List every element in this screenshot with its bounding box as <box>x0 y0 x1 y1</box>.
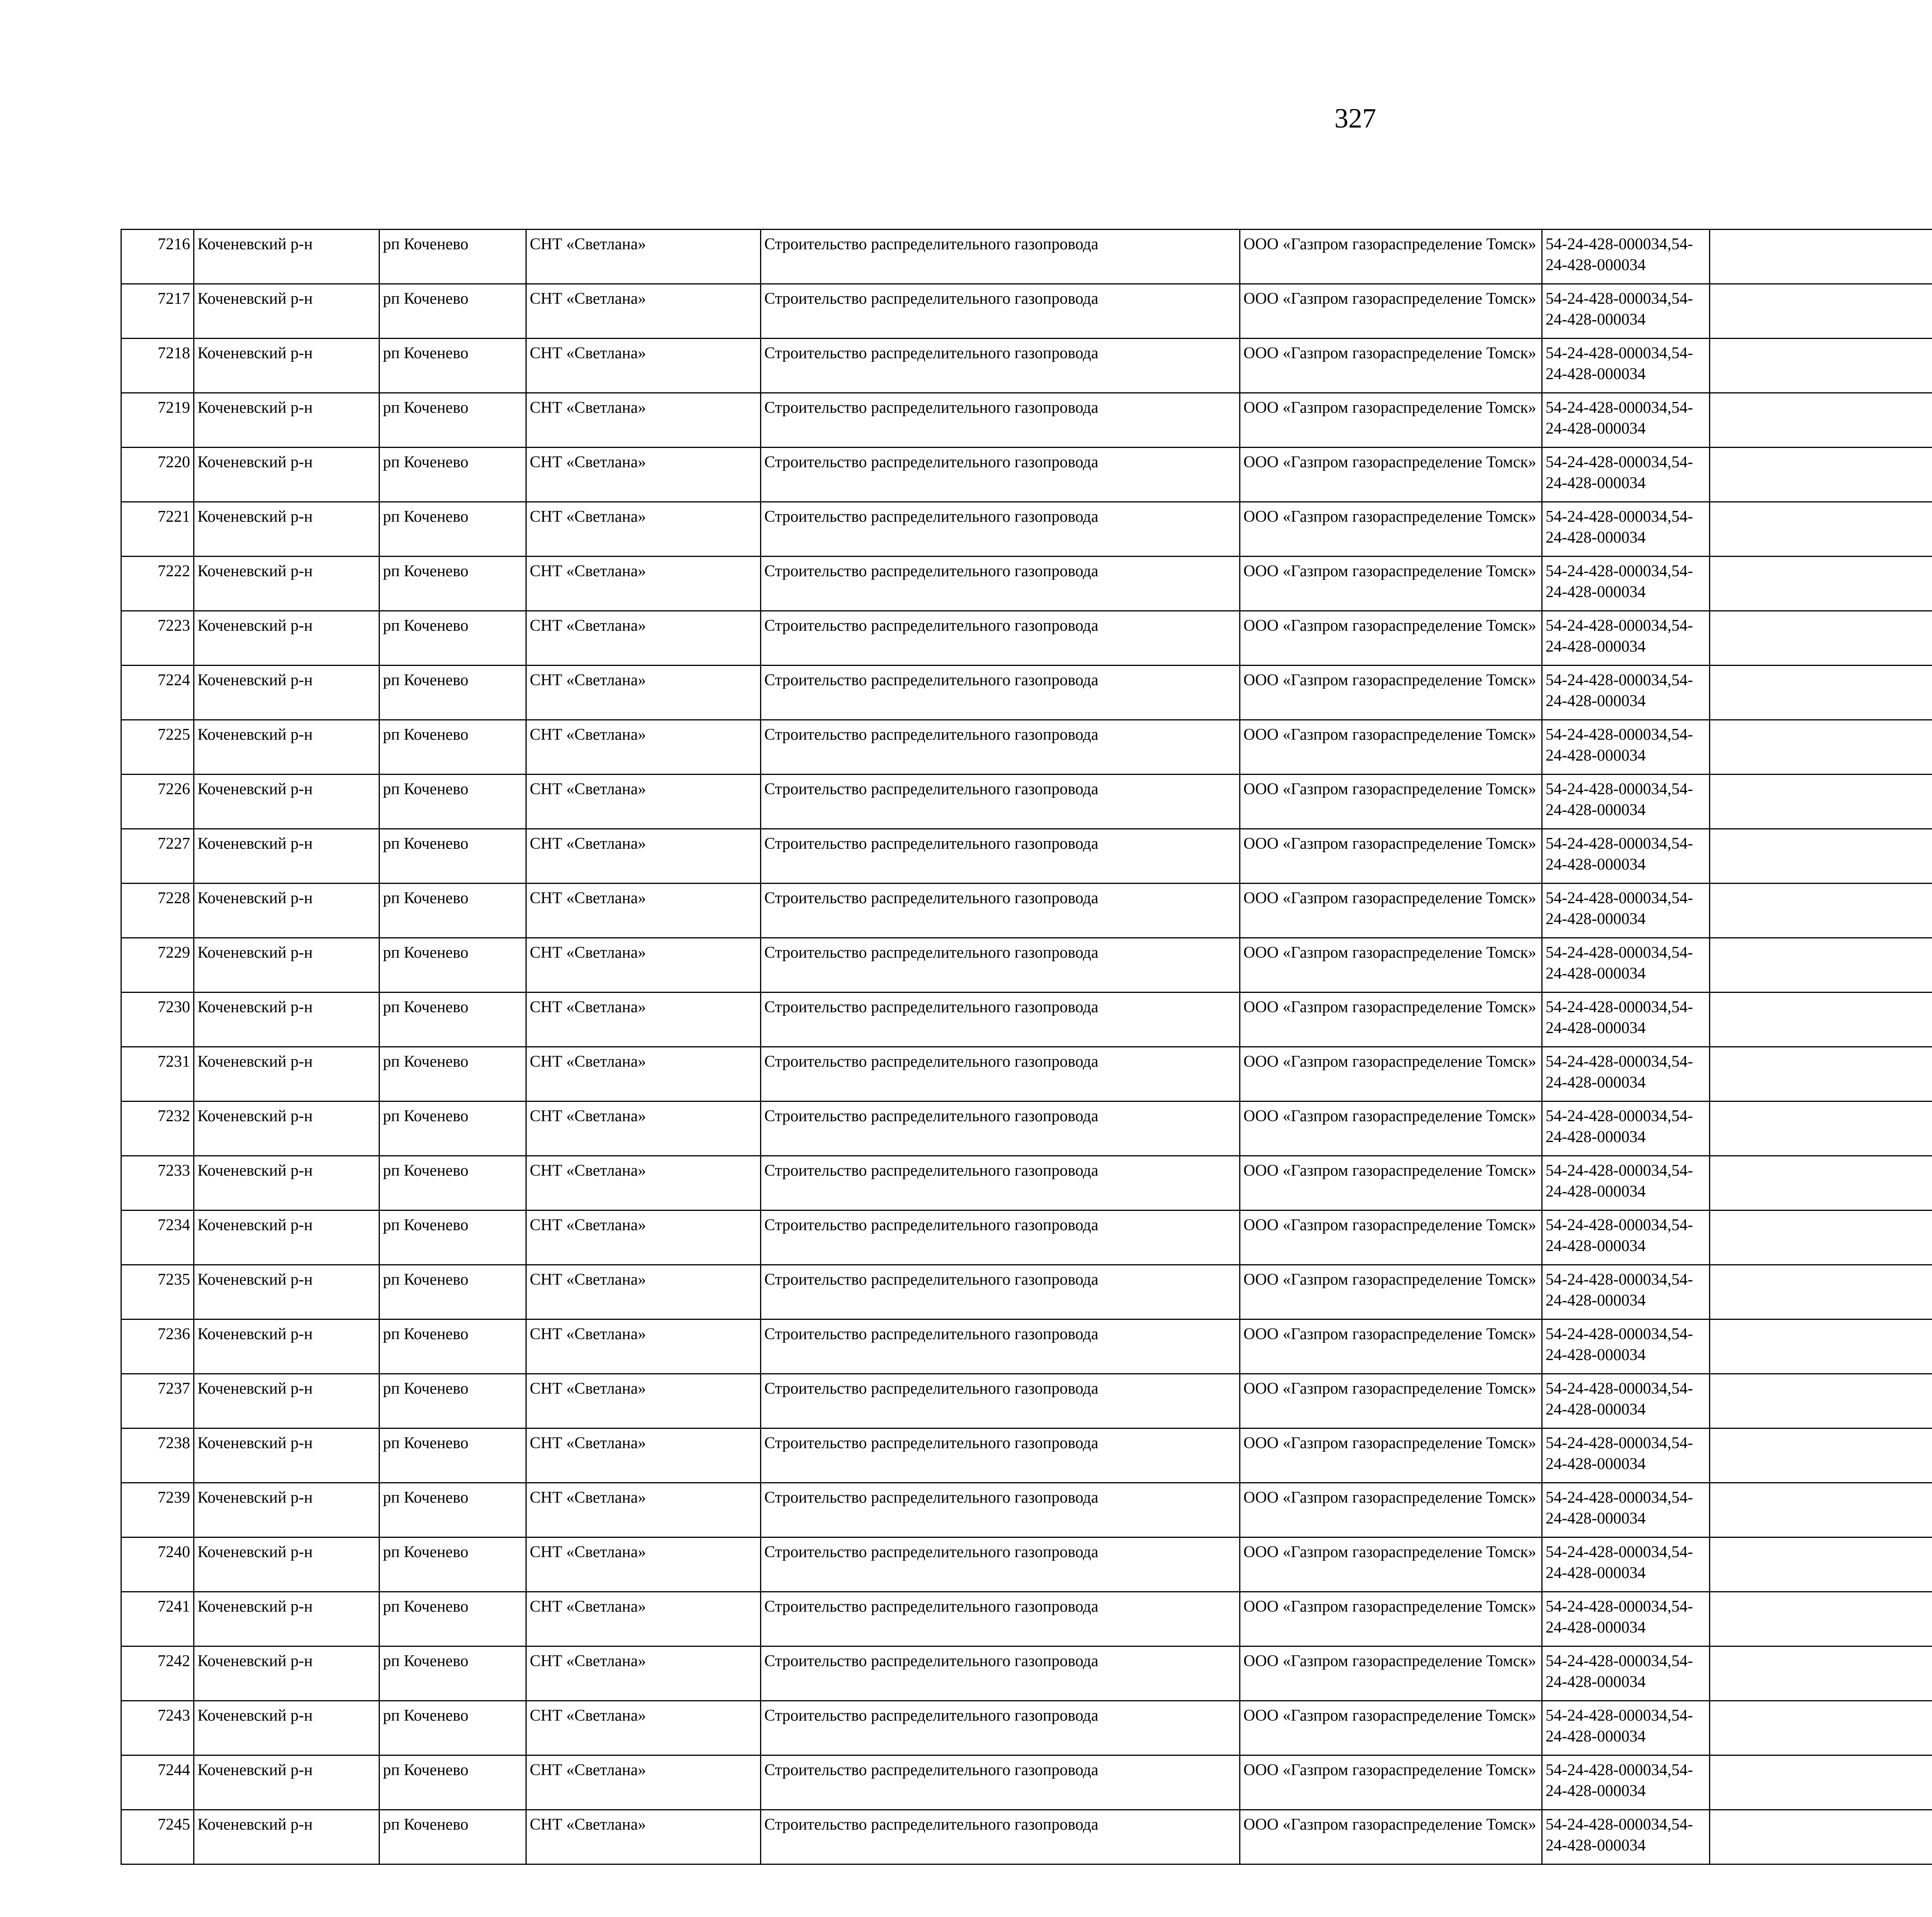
organization-cell: ООО «Газпром газораспределение Томск» <box>1240 993 1542 1047</box>
cadastral-number-cell: 54-24-428-000034,54-24-428-000034 <box>1542 1428 1710 1483</box>
district-cell: Коченевский р-н <box>194 502 379 557</box>
row-number: 7219 <box>121 393 194 448</box>
row-number: 7218 <box>121 339 194 393</box>
empty-cell <box>1710 1483 1932 1537</box>
settlement-cell: рп Коченево <box>379 1428 526 1483</box>
table-row <box>121 230 1932 284</box>
registry-table <box>121 229 1932 1865</box>
row-number: 7239 <box>121 1483 194 1537</box>
district-cell: Коченевский р-н <box>194 720 379 775</box>
work-type-cell: Строительство распределительного газопровода <box>761 230 1240 284</box>
cadastral-number-cell: 54-24-428-000034,54-24-428-000034 <box>1542 1319 1710 1374</box>
empty-cell <box>1710 938 1932 993</box>
cadastral-number-cell: 54-24-428-000034,54-24-428-000034 <box>1542 884 1710 938</box>
district-cell: Коченевский р-н <box>194 393 379 448</box>
cadastral-number-cell: 54-24-428-000034,54-24-428-000034 <box>1542 339 1710 393</box>
organization-cell: ООО «Газпром газораспределение Томск» <box>1240 502 1542 557</box>
organization-cell: ООО «Газпром газораспределение Томск» <box>1240 1483 1542 1537</box>
snt-cell: СНТ «Светлана» <box>526 230 761 284</box>
organization-cell: ООО «Газпром газораспределение Томск» <box>1240 1047 1542 1102</box>
settlement-cell: рп Коченево <box>379 993 526 1047</box>
snt-cell: СНТ «Светлана» <box>526 611 761 666</box>
cadastral-number-cell: 54-24-428-000034,54-24-428-000034 <box>1542 1483 1710 1537</box>
work-type-cell: Строительство распределительного газопровода <box>761 1265 1240 1319</box>
organization-cell: ООО «Газпром газораспределение Томск» <box>1240 1156 1542 1210</box>
empty-cell <box>1710 666 1932 720</box>
settlement-cell: рп Коченево <box>379 1701 526 1755</box>
empty-cell <box>1710 557 1932 611</box>
empty-cell <box>1710 829 1932 884</box>
snt-cell: СНТ «Светлана» <box>526 284 761 339</box>
settlement-cell: рп Коченево <box>379 1156 526 1210</box>
settlement-cell: рп Коченево <box>379 884 526 938</box>
cadastral-number-cell: 54-24-428-000034,54-24-428-000034 <box>1542 557 1710 611</box>
row-number: 7234 <box>121 1210 194 1265</box>
settlement-cell: рп Коченево <box>379 1047 526 1102</box>
snt-cell: СНТ «Светлана» <box>526 1374 761 1428</box>
empty-cell <box>1710 1265 1932 1319</box>
table-row <box>121 1319 1932 1374</box>
district-cell: Коченевский р-н <box>194 1156 379 1210</box>
organization-cell: ООО «Газпром газораспределение Томск» <box>1240 720 1542 775</box>
work-type-cell: Строительство распределительного газопровода <box>761 611 1240 666</box>
row-number: 7231 <box>121 1047 194 1102</box>
cadastral-number-cell: 54-24-428-000034,54-24-428-000034 <box>1542 284 1710 339</box>
work-type-cell: Строительство распределительного газопровода <box>761 884 1240 938</box>
work-type-cell: Строительство распределительного газопровода <box>761 1210 1240 1265</box>
organization-cell: ООО «Газпром газораспределение Томск» <box>1240 1537 1542 1592</box>
cadastral-number-cell: 54-24-428-000034,54-24-428-000034 <box>1542 1537 1710 1592</box>
empty-cell <box>1710 1319 1932 1374</box>
empty-cell <box>1710 1701 1932 1755</box>
cadastral-number-cell: 54-24-428-000034,54-24-428-000034 <box>1542 1156 1710 1210</box>
row-number: 7236 <box>121 1319 194 1374</box>
table-row <box>121 1592 1932 1646</box>
table-row <box>121 884 1932 938</box>
table-row <box>121 666 1932 720</box>
district-cell: Коченевский р-н <box>194 993 379 1047</box>
organization-cell: ООО «Газпром газораспределение Томск» <box>1240 284 1542 339</box>
district-cell: Коченевский р-н <box>194 1047 379 1102</box>
organization-cell: ООО «Газпром газораспределение Томск» <box>1240 1374 1542 1428</box>
cadastral-number-cell: 54-24-428-000034,54-24-428-000034 <box>1542 1102 1710 1156</box>
work-type-cell: Строительство распределительного газопровода <box>761 1047 1240 1102</box>
empty-cell <box>1710 1592 1932 1646</box>
empty-cell <box>1710 393 1932 448</box>
table-row <box>121 448 1932 502</box>
row-number: 7229 <box>121 938 194 993</box>
table-row <box>121 339 1932 393</box>
table-row <box>121 938 1932 993</box>
work-type-cell: Строительство распределительного газопровода <box>761 993 1240 1047</box>
snt-cell: СНТ «Светлана» <box>526 1755 761 1810</box>
empty-cell <box>1710 230 1932 284</box>
table-row <box>121 1428 1932 1483</box>
empty-cell <box>1710 1210 1932 1265</box>
work-type-cell: Строительство распределительного газопровода <box>761 339 1240 393</box>
cadastral-number-cell: 54-24-428-000034,54-24-428-000034 <box>1542 775 1710 829</box>
row-number: 7245 <box>121 1810 194 1864</box>
snt-cell: СНТ «Светлана» <box>526 502 761 557</box>
snt-cell: СНТ «Светлана» <box>526 1319 761 1374</box>
table-row <box>121 1483 1932 1537</box>
snt-cell: СНТ «Светлана» <box>526 1701 761 1755</box>
row-number: 7220 <box>121 448 194 502</box>
settlement-cell: рп Коченево <box>379 1646 526 1701</box>
empty-cell <box>1710 1810 1932 1864</box>
cadastral-number-cell: 54-24-428-000034,54-24-428-000034 <box>1542 666 1710 720</box>
settlement-cell: рп Коченево <box>379 1483 526 1537</box>
work-type-cell: Строительство распределительного газопровода <box>761 557 1240 611</box>
row-number: 7244 <box>121 1755 194 1810</box>
snt-cell: СНТ «Светлана» <box>526 938 761 993</box>
organization-cell: ООО «Газпром газораспределение Томск» <box>1240 1102 1542 1156</box>
work-type-cell: Строительство распределительного газопровода <box>761 1102 1240 1156</box>
settlement-cell: рп Коченево <box>379 775 526 829</box>
settlement-cell: рп Коченево <box>379 393 526 448</box>
district-cell: Коченевский р-н <box>194 1374 379 1428</box>
table-row <box>121 1646 1932 1701</box>
empty-cell <box>1710 448 1932 502</box>
empty-cell <box>1710 1102 1932 1156</box>
settlement-cell: рп Коченево <box>379 1319 526 1374</box>
empty-cell <box>1710 611 1932 666</box>
cadastral-number-cell: 54-24-428-000034,54-24-428-000034 <box>1542 1374 1710 1428</box>
table-row <box>121 393 1932 448</box>
table-row <box>121 1265 1932 1319</box>
district-cell: Коченевский р-н <box>194 448 379 502</box>
empty-cell <box>1710 1646 1932 1701</box>
table-row <box>121 611 1932 666</box>
work-type-cell: Строительство распределительного газопровода <box>761 1592 1240 1646</box>
empty-cell <box>1710 1755 1932 1810</box>
row-number: 7224 <box>121 666 194 720</box>
row-number: 7223 <box>121 611 194 666</box>
district-cell: Коченевский р-н <box>194 284 379 339</box>
table-row <box>121 1701 1932 1755</box>
row-number: 7221 <box>121 502 194 557</box>
snt-cell: СНТ «Светлана» <box>526 1428 761 1483</box>
district-cell: Коченевский р-н <box>194 1319 379 1374</box>
work-type-cell: Строительство распределительного газопровода <box>761 1374 1240 1428</box>
row-number: 7228 <box>121 884 194 938</box>
district-cell: Коченевский р-н <box>194 775 379 829</box>
district-cell: Коченевский р-н <box>194 884 379 938</box>
row-number: 7232 <box>121 1102 194 1156</box>
cadastral-number-cell: 54-24-428-000034,54-24-428-000034 <box>1542 1210 1710 1265</box>
settlement-cell: рп Коченево <box>379 230 526 284</box>
organization-cell: ООО «Газпром газораспределение Томск» <box>1240 1592 1542 1646</box>
row-number: 7238 <box>121 1428 194 1483</box>
work-type-cell: Строительство распределительного газопровода <box>761 720 1240 775</box>
organization-cell: ООО «Газпром газораспределение Томск» <box>1240 1265 1542 1319</box>
organization-cell: ООО «Газпром газораспределение Томск» <box>1240 1319 1542 1374</box>
organization-cell: ООО «Газпром газораспределение Томск» <box>1240 1428 1542 1483</box>
organization-cell: ООО «Газпром газораспределение Томск» <box>1240 1646 1542 1701</box>
cadastral-number-cell: 54-24-428-000034,54-24-428-000034 <box>1542 1592 1710 1646</box>
district-cell: Коченевский р-н <box>194 1646 379 1701</box>
organization-cell: ООО «Газпром газораспределение Томск» <box>1240 1755 1542 1810</box>
work-type-cell: Строительство распределительного газопровода <box>761 448 1240 502</box>
settlement-cell: рп Коченево <box>379 1102 526 1156</box>
page-number: 327 <box>1334 103 1376 134</box>
district-cell: Коченевский р-н <box>194 666 379 720</box>
empty-cell <box>1710 339 1932 393</box>
district-cell: Коченевский р-н <box>194 1265 379 1319</box>
district-cell: Коченевский р-н <box>194 611 379 666</box>
organization-cell: ООО «Газпром газораспределение Томск» <box>1240 339 1542 393</box>
row-number: 7240 <box>121 1537 194 1592</box>
row-number: 7216 <box>121 230 194 284</box>
settlement-cell: рп Коченево <box>379 720 526 775</box>
snt-cell: СНТ «Светлана» <box>526 448 761 502</box>
work-type-cell: Строительство распределительного газопровода <box>761 1156 1240 1210</box>
cadastral-number-cell: 54-24-428-000034,54-24-428-000034 <box>1542 611 1710 666</box>
snt-cell: СНТ «Светлана» <box>526 720 761 775</box>
empty-cell <box>1710 1047 1932 1102</box>
cadastral-number-cell: 54-24-428-000034,54-24-428-000034 <box>1542 502 1710 557</box>
settlement-cell: рп Коченево <box>379 339 526 393</box>
cadastral-number-cell: 54-24-428-000034,54-24-428-000034 <box>1542 829 1710 884</box>
work-type-cell: Строительство распределительного газопровода <box>761 393 1240 448</box>
settlement-cell: рп Коченево <box>379 1537 526 1592</box>
organization-cell: ООО «Газпром газораспределение Томск» <box>1240 1701 1542 1755</box>
district-cell: Коченевский р-н <box>194 938 379 993</box>
cadastral-number-cell: 54-24-428-000034,54-24-428-000034 <box>1542 993 1710 1047</box>
snt-cell: СНТ «Светлана» <box>526 1156 761 1210</box>
snt-cell: СНТ «Светлана» <box>526 666 761 720</box>
cadastral-number-cell: 54-24-428-000034,54-24-428-000034 <box>1542 1755 1710 1810</box>
snt-cell: СНТ «Светлана» <box>526 1210 761 1265</box>
district-cell: Коченевский р-н <box>194 1592 379 1646</box>
cadastral-number-cell: 54-24-428-000034,54-24-428-000034 <box>1542 1701 1710 1755</box>
snt-cell: СНТ «Светлана» <box>526 1047 761 1102</box>
snt-cell: СНТ «Светлана» <box>526 1537 761 1592</box>
snt-cell: СНТ «Светлана» <box>526 775 761 829</box>
table-row <box>121 720 1932 775</box>
empty-cell <box>1710 993 1932 1047</box>
empty-cell <box>1710 720 1932 775</box>
table-row <box>121 1537 1932 1592</box>
snt-cell: СНТ «Светлана» <box>526 993 761 1047</box>
empty-cell <box>1710 884 1932 938</box>
settlement-cell: рп Коченево <box>379 284 526 339</box>
cadastral-number-cell: 54-24-428-000034,54-24-428-000034 <box>1542 1047 1710 1102</box>
settlement-cell: рп Коченево <box>379 1592 526 1646</box>
settlement-cell: рп Коченево <box>379 829 526 884</box>
organization-cell: ООО «Газпром газораспределение Томск» <box>1240 393 1542 448</box>
cadastral-number-cell: 54-24-428-000034,54-24-428-000034 <box>1542 1810 1710 1864</box>
snt-cell: СНТ «Светлана» <box>526 1592 761 1646</box>
work-type-cell: Строительство распределительного газопровода <box>761 1755 1240 1810</box>
work-type-cell: Строительство распределительного газопровода <box>761 666 1240 720</box>
table-row <box>121 502 1932 557</box>
empty-cell <box>1710 1428 1932 1483</box>
district-cell: Коченевский р-н <box>194 1701 379 1755</box>
table-row <box>121 284 1932 339</box>
work-type-cell: Строительство распределительного газопровода <box>761 938 1240 993</box>
cadastral-number-cell: 54-24-428-000034,54-24-428-000034 <box>1542 448 1710 502</box>
settlement-cell: рп Коченево <box>379 557 526 611</box>
organization-cell: ООО «Газпром газораспределение Томск» <box>1240 1810 1542 1864</box>
cadastral-number-cell: 54-24-428-000034,54-24-428-000034 <box>1542 1265 1710 1319</box>
organization-cell: ООО «Газпром газораспределение Томск» <box>1240 884 1542 938</box>
work-type-cell: Строительство распределительного газопровода <box>761 1810 1240 1864</box>
district-cell: Коченевский р-н <box>194 829 379 884</box>
settlement-cell: рп Коченево <box>379 1755 526 1810</box>
snt-cell: СНТ «Светлана» <box>526 1810 761 1864</box>
cadastral-number-cell: 54-24-428-000034,54-24-428-000034 <box>1542 230 1710 284</box>
organization-cell: ООО «Газпром газораспределение Томск» <box>1240 775 1542 829</box>
snt-cell: СНТ «Светлана» <box>526 1646 761 1701</box>
organization-cell: ООО «Газпром газораспределение Томск» <box>1240 666 1542 720</box>
organization-cell: ООО «Газпром газораспределение Томск» <box>1240 1210 1542 1265</box>
table-row <box>121 1374 1932 1428</box>
snt-cell: СНТ «Светлана» <box>526 884 761 938</box>
work-type-cell: Строительство распределительного газопровода <box>761 1646 1240 1701</box>
snt-cell: СНТ «Светлана» <box>526 339 761 393</box>
settlement-cell: рп Коченево <box>379 1374 526 1428</box>
table-row <box>121 1102 1932 1156</box>
table-row <box>121 1210 1932 1265</box>
district-cell: Коченевский р-н <box>194 230 379 284</box>
district-cell: Коченевский р-н <box>194 1810 379 1864</box>
settlement-cell: рп Коченево <box>379 938 526 993</box>
work-type-cell: Строительство распределительного газопровода <box>761 502 1240 557</box>
organization-cell: ООО «Газпром газораспределение Томск» <box>1240 557 1542 611</box>
cadastral-number-cell: 54-24-428-000034,54-24-428-000034 <box>1542 393 1710 448</box>
snt-cell: СНТ «Светлана» <box>526 1102 761 1156</box>
snt-cell: СНТ «Светлана» <box>526 393 761 448</box>
table-row <box>121 1156 1932 1210</box>
organization-cell: ООО «Газпром газораспределение Томск» <box>1240 829 1542 884</box>
settlement-cell: рп Коченево <box>379 666 526 720</box>
settlement-cell: рп Коченево <box>379 1810 526 1864</box>
snt-cell: СНТ «Светлана» <box>526 557 761 611</box>
row-number: 7235 <box>121 1265 194 1319</box>
row-number: 7222 <box>121 557 194 611</box>
empty-cell <box>1710 1374 1932 1428</box>
empty-cell <box>1710 1156 1932 1210</box>
snt-cell: СНТ «Светлана» <box>526 1265 761 1319</box>
table-body <box>121 230 1932 1864</box>
snt-cell: СНТ «Светлана» <box>526 829 761 884</box>
work-type-cell: Строительство распределительного газопровода <box>761 829 1240 884</box>
empty-cell <box>1710 284 1932 339</box>
table-row <box>121 557 1932 611</box>
cadastral-number-cell: 54-24-428-000034,54-24-428-000034 <box>1542 720 1710 775</box>
empty-cell <box>1710 1537 1932 1592</box>
district-cell: Коченевский р-н <box>194 1102 379 1156</box>
row-number: 7217 <box>121 284 194 339</box>
district-cell: Коченевский р-н <box>194 1428 379 1483</box>
snt-cell: СНТ «Светлана» <box>526 1483 761 1537</box>
organization-cell: ООО «Газпром газораспределение Томск» <box>1240 230 1542 284</box>
row-number: 7226 <box>121 775 194 829</box>
row-number: 7242 <box>121 1646 194 1701</box>
organization-cell: ООО «Газпром газораспределение Томск» <box>1240 448 1542 502</box>
district-cell: Коченевский р-н <box>194 1537 379 1592</box>
district-cell: Коченевский р-н <box>194 557 379 611</box>
row-number: 7227 <box>121 829 194 884</box>
row-number: 7230 <box>121 993 194 1047</box>
table-row <box>121 1810 1932 1864</box>
settlement-cell: рп Коченево <box>379 1265 526 1319</box>
table-row <box>121 993 1932 1047</box>
empty-cell <box>1710 502 1932 557</box>
settlement-cell: рп Коченево <box>379 1210 526 1265</box>
row-number: 7237 <box>121 1374 194 1428</box>
settlement-cell: рп Коченево <box>379 448 526 502</box>
table-row <box>121 1755 1932 1810</box>
work-type-cell: Строительство распределительного газопровода <box>761 1483 1240 1537</box>
empty-cell <box>1710 775 1932 829</box>
table-row <box>121 829 1932 884</box>
district-cell: Коченевский р-н <box>194 339 379 393</box>
organization-cell: ООО «Газпром газораспределение Томск» <box>1240 938 1542 993</box>
work-type-cell: Строительство распределительного газопровода <box>761 1537 1240 1592</box>
work-type-cell: Строительство распределительного газопровода <box>761 1319 1240 1374</box>
table-row <box>121 1047 1932 1102</box>
cadastral-number-cell: 54-24-428-000034,54-24-428-000034 <box>1542 938 1710 993</box>
district-cell: Коченевский р-н <box>194 1755 379 1810</box>
row-number: 7233 <box>121 1156 194 1210</box>
work-type-cell: Строительство распределительного газопровода <box>761 775 1240 829</box>
row-number: 7225 <box>121 720 194 775</box>
district-cell: Коченевский р-н <box>194 1483 379 1537</box>
cadastral-number-cell: 54-24-428-000034,54-24-428-000034 <box>1542 1646 1710 1701</box>
work-type-cell: Строительство распределительного газопровода <box>761 1428 1240 1483</box>
organization-cell: ООО «Газпром газораспределение Томск» <box>1240 611 1542 666</box>
work-type-cell: Строительство распределительного газопровода <box>761 284 1240 339</box>
table-row <box>121 775 1932 829</box>
row-number: 7243 <box>121 1701 194 1755</box>
district-cell: Коченевский р-н <box>194 1210 379 1265</box>
settlement-cell: рп Коченево <box>379 502 526 557</box>
row-number: 7241 <box>121 1592 194 1646</box>
settlement-cell: рп Коченево <box>379 611 526 666</box>
work-type-cell: Строительство распределительного газопровода <box>761 1701 1240 1755</box>
